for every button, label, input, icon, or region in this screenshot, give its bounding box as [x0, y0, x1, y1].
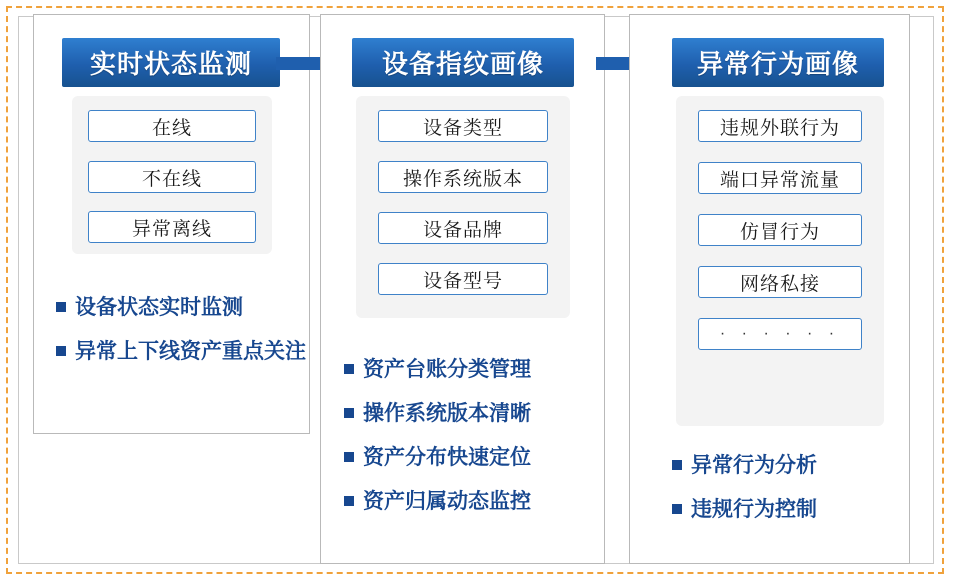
- item-box-offline[interactable]: 不在线: [88, 161, 256, 193]
- item-box-more-ellipsis[interactable]: · · · · · ·: [698, 318, 862, 350]
- bullet-square-icon: [344, 364, 354, 374]
- item-box-device-brand[interactable]: 设备品牌: [378, 212, 548, 244]
- bullet-square-icon: [56, 302, 66, 312]
- bullet-item: [56, 290, 306, 326]
- bullet-text: 资产分布快速定位: [363, 446, 531, 469]
- panel-column-3: [676, 96, 884, 426]
- bullet-square-icon: [56, 346, 66, 356]
- bullet-text: 资产台账分类管理: [363, 358, 531, 381]
- item-box-online[interactable]: 在线: [88, 110, 256, 142]
- bullet-text: 设备状态实时监测: [75, 296, 243, 319]
- bullet-square-icon: [344, 452, 354, 462]
- bullet-item: [344, 484, 609, 520]
- item-box-device-type[interactable]: 设备类型: [378, 110, 548, 142]
- bullet-square-icon: [672, 504, 682, 514]
- bullet-item: [672, 492, 912, 528]
- bullet-list-column-2: [344, 352, 609, 528]
- bullet-text: 操作系统版本清晰: [363, 402, 531, 425]
- bullet-square-icon: [344, 408, 354, 418]
- item-box-illegal-external-connection[interactable]: 违规外联行为: [698, 110, 862, 142]
- bullet-text: 违规行为控制: [691, 498, 817, 521]
- item-box-counterfeit-behavior[interactable]: 仿冒行为: [698, 214, 862, 246]
- bullet-square-icon: [672, 460, 682, 470]
- item-box-device-model[interactable]: 设备型号: [378, 263, 548, 295]
- column-2-title: 设备指纹画像: [352, 38, 574, 87]
- bullet-text: 异常行为分析: [691, 454, 817, 477]
- item-box-abnormal-offline[interactable]: 异常离线: [88, 211, 256, 243]
- bullet-list-column-1: [56, 290, 306, 378]
- bullet-item: [344, 396, 609, 432]
- bullet-item: [344, 440, 609, 476]
- bullet-item: [56, 334, 306, 370]
- item-box-port-abnormal-traffic[interactable]: 端口异常流量: [698, 162, 862, 194]
- bullet-text: 资产归属动态监控: [363, 490, 531, 513]
- bullet-square-icon: [344, 496, 354, 506]
- column-3-title: 异常行为画像: [672, 38, 884, 87]
- bullet-list-column-3: [672, 448, 912, 536]
- item-box-network-private-connection[interactable]: 网络私接: [698, 266, 862, 298]
- bullet-item: [344, 352, 609, 388]
- arrow-shaft: [276, 57, 322, 70]
- item-box-os-version[interactable]: 操作系统版本: [378, 161, 548, 193]
- bullet-item: [672, 448, 912, 484]
- bullet-text: 异常上下线资产重点关注: [75, 340, 306, 363]
- column-1-title: 实时状态监测: [62, 38, 280, 87]
